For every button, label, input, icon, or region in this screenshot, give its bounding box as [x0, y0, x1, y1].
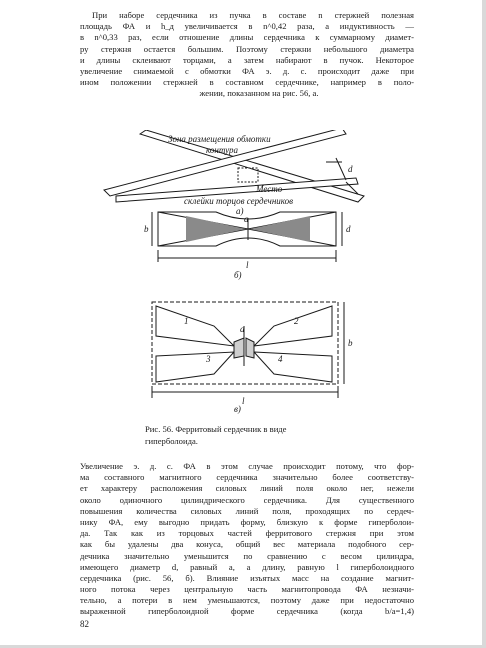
text-line: ру стержня остается большим. Поэтому стержни небольшого диаметра	[80, 43, 414, 54]
text-line: и длины склеивают торцами, а затем набирают в пучок. Некоторое	[80, 54, 414, 65]
text-line: в n^0,33 раз, если отношение длины сердечника к суммарному диамет-	[80, 32, 414, 43]
diagram-v-split-hyperboloid	[152, 302, 344, 398]
paragraph-top	[80, 10, 414, 100]
text-line: жении, показанном на рис. 56, а.	[199, 88, 319, 99]
dim-a-b: a	[244, 214, 249, 224]
text-line: повышения количества силовых линий поля, проходящих по сердеч-	[80, 505, 414, 516]
text-line: ет характеру расположения силовых линий поля около нег, нежели	[80, 483, 414, 494]
caption-line: Рис. 56. Ферритовый сердечник в виде	[145, 424, 287, 434]
text-line: да. Так как из торцовых частей ферритового стержня при этом	[80, 528, 414, 539]
part-1: 1	[184, 316, 189, 326]
text-line: как бы удалены два конуса, общий вес материала подобного сер-	[80, 539, 414, 550]
text-line: ином положении стержней в составном сердечнике, например в поло-	[80, 77, 414, 88]
text-line: тельно, а потери в нем уменьшаются, поэтому даже при недостаточно	[80, 595, 414, 606]
label-place: Место	[256, 184, 283, 194]
text-line: выраженной гиперболоидной форме сердечника (когда b/a=1,4)	[80, 606, 414, 617]
dim-a-v: a	[240, 324, 245, 334]
dim-b-v: b	[348, 338, 353, 348]
caption-line: гиперболоида.	[145, 435, 198, 446]
dim-d-b: d	[346, 224, 351, 234]
scan-edge-right	[482, 0, 486, 648]
text-line: нику ФА, ему выгодно придать форму, близкую к форме гиперболои-	[80, 516, 414, 527]
label-zone-2: контура	[206, 145, 238, 155]
page-number: 82	[80, 619, 89, 629]
text-line: При наборе сердечника из пучка в составе n стержней полезная	[92, 10, 414, 20]
part-3: 3	[206, 354, 211, 364]
text-line: ного потока через центральную часть магнитопровода ФА незначи-	[80, 584, 414, 595]
text-line: Увеличение э. д. с. ФА в этом случае происходит потому, что фор-	[80, 461, 414, 471]
text-line: имеющего диаметр d, равный a, а длину, равную l гиперболоидного	[80, 561, 414, 572]
text-line: около одиночного цилиндрического сердечника. Для существенного	[80, 494, 414, 505]
dim-b-b: b	[144, 224, 149, 234]
figure-caption	[145, 424, 375, 447]
dim-l-b: l	[246, 260, 249, 270]
text-line: увеличение снимаемой с обмотки ФА э. д. с. происходит даже при	[80, 65, 414, 76]
dim-d-a: d	[348, 164, 353, 174]
text-line: дечника значительно уменьшится по сравнению с весом цилиндра,	[80, 550, 414, 561]
sub-label-b: б)	[234, 270, 242, 280]
part-2: 2	[294, 316, 299, 326]
text-line: ма составного магнитного сердечника значительно более соответству-	[80, 472, 414, 483]
part-4: 4	[278, 354, 283, 364]
sub-label-v: в)	[234, 404, 241, 414]
sub-label-a: а)	[236, 206, 244, 216]
figure-56	[96, 130, 392, 420]
text-line: сердечника (рис. 56, б). Влияние изъятых масс на создание магнит-	[80, 572, 414, 583]
paragraph-bottom	[80, 461, 414, 618]
text-line: площадь ФА и h_д увеличивается в n^0,42 раза, а индуктивность —	[80, 21, 414, 32]
dim-l-v: l	[242, 396, 245, 406]
label-zone: Зона размещения обмотки	[168, 134, 271, 144]
label-place-2: склейки торцов сердечников	[184, 196, 294, 206]
